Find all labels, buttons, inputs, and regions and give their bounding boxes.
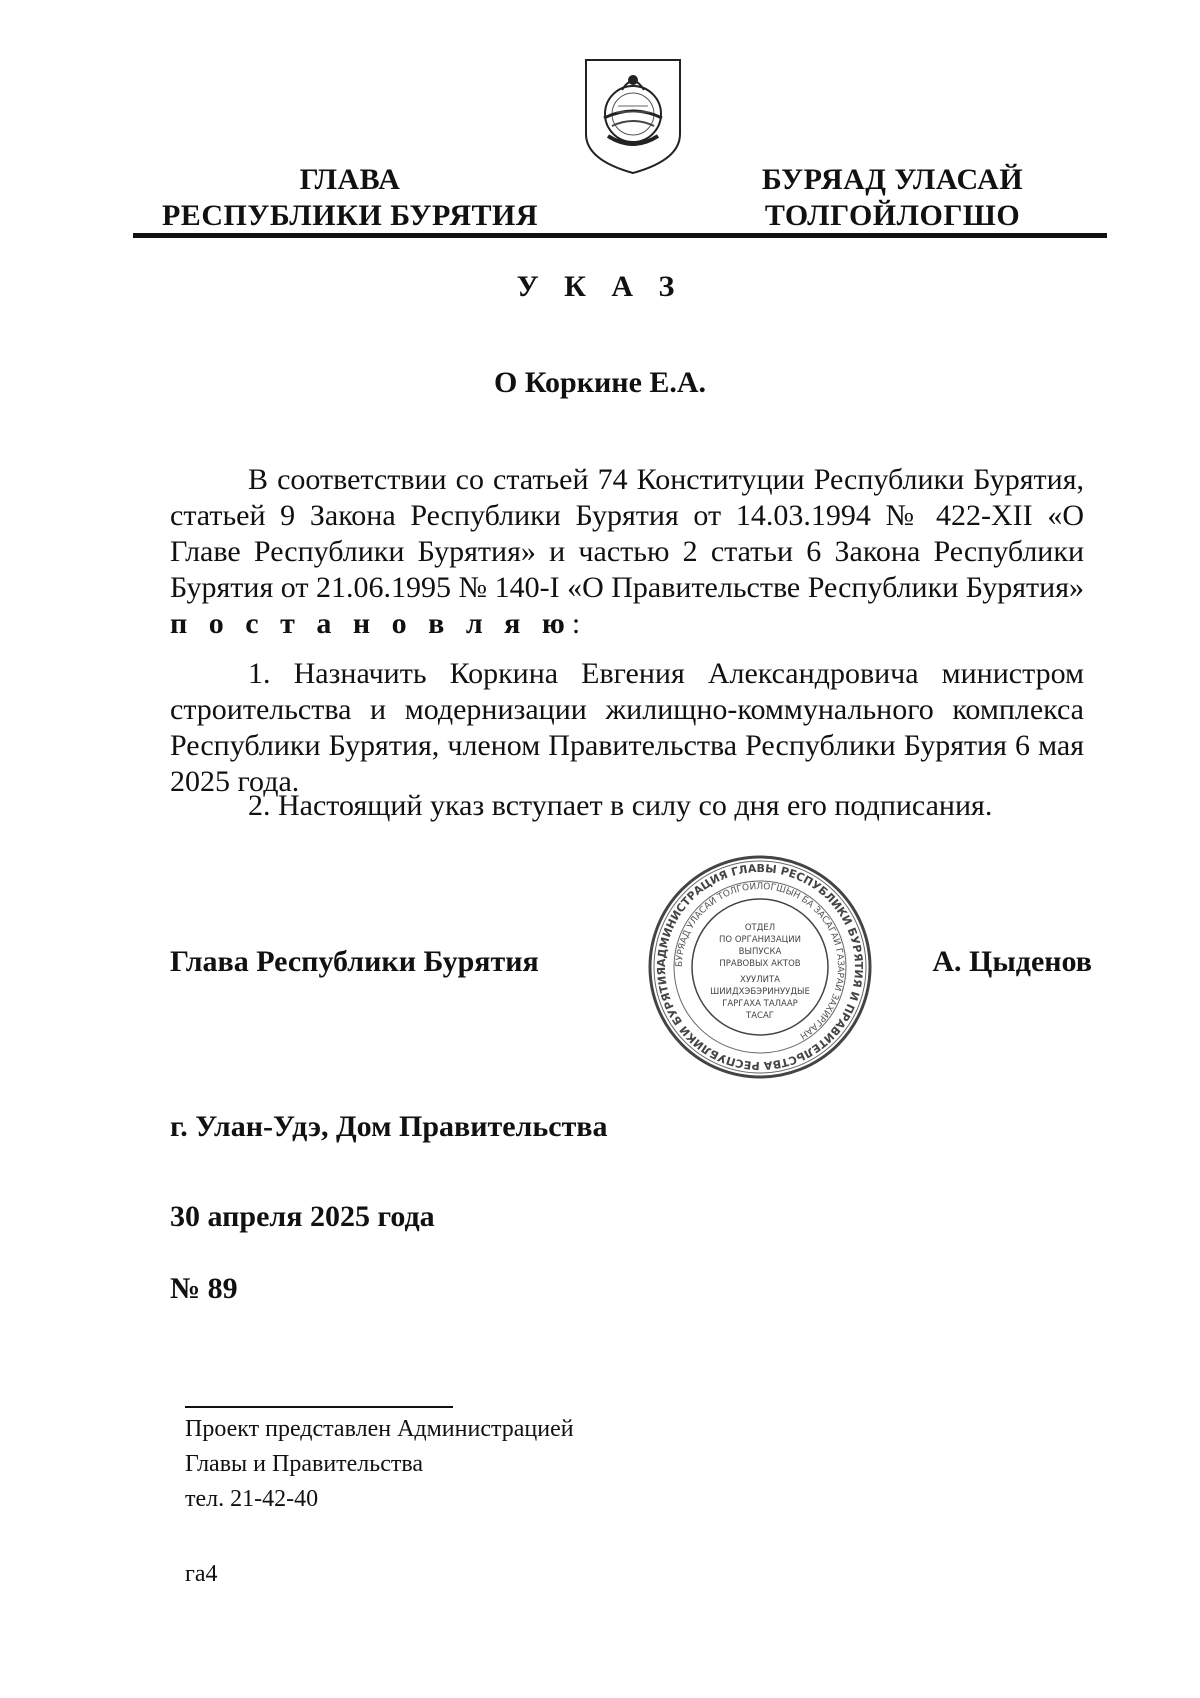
header-divider: [133, 233, 1107, 238]
footnote-divider: [185, 1406, 453, 1408]
signatory-name: А. Цыденов: [932, 945, 1092, 978]
stamp-line: ХУУЛИТА: [740, 975, 780, 985]
stamp-outer-ring: АДМИНИСТРАЦИЯ ГЛАВЫ РЕСПУБЛИКИ БУРЯТИЯ И ПРАВИТЕЛЬСТВА РЕСПУБЛИКИ БУРЯТИЯ: [654, 861, 866, 1073]
footnote: [185, 1412, 574, 1517]
stamp-line: ПРАВОВЫХ АКТОВ: [719, 959, 801, 969]
preamble-text: В соответствии со статьей 74 Конституции Республики Бурятия, статьей 9 Закона Республики Бурятия от 14.03.1994 № 422-XII «О Главе Республики Бурятия» и частью 2 статьи 6 Закона Республики Бурятия от 21.06.1995 № 140-I «О Правительстве Республики Бурятия»: [170, 463, 1084, 604]
header-right: [740, 162, 1045, 234]
document-code: га4: [185, 1561, 218, 1587]
header-left: [150, 162, 550, 234]
preamble-paragraph: [170, 462, 1084, 642]
stamp-inner-ring: БУРЯАД УЛАСАЙ ТОЛГОЙЛОГШЫН БА ЗАСАГАЙ ГАЗАРАЙ ЗАХИРГААН: [674, 881, 846, 1041]
signatory-position: Глава Республики Бурятия: [170, 945, 539, 978]
footnote-line3: тел. 21-42-40: [185, 1486, 319, 1512]
header-right-line2: ТОЛГОЙЛОГШО: [764, 199, 1021, 232]
header-left-line2: РЕСПУБЛИКИ БУРЯТИЯ: [161, 199, 539, 232]
issue-date: 30 апреля 2025 года: [170, 1200, 435, 1233]
footnote-line1: Проект представлен Администрацией: [185, 1416, 574, 1442]
stamp-line: ТАСАГ: [746, 1011, 774, 1021]
stamp-line: ПО ОРГАНИЗАЦИИ: [719, 935, 801, 945]
header-left-line1: ГЛАВА: [299, 163, 401, 196]
stamp-line: ОТДЕЛ: [744, 923, 776, 933]
decree-number: № 89: [170, 1272, 238, 1305]
stamp-line: ВЫПУСКА: [738, 947, 782, 957]
decree-word: п о с т а н о в л я ю: [170, 607, 572, 640]
stamp-line: ШИИДХЭБЭРИНУУДЫЕ: [710, 987, 810, 997]
decree-item-2: 2. Настоящий указ вступает в силу со дня его подписания.: [248, 789, 993, 822]
decree-item-1: 1. Назначить Коркина Евгения Александровича министром строительства и модернизации жилищно-коммунального комплекса Республики Бурятия, членом Правительства Республики Бурятия 6 мая 2025 года.: [170, 657, 1084, 798]
header-right-line1: БУРЯАД УЛАСАЙ: [761, 163, 1024, 196]
decree-colon: :: [571, 607, 581, 640]
issue-place: г. Улан-Удэ, Дом Правительства: [170, 1110, 608, 1143]
document-subject: О Коркине Е.А.: [493, 366, 707, 399]
coat-of-arms-icon: [582, 56, 684, 176]
document-type: У К А З: [516, 270, 684, 303]
footnote-line2: Главы и Правительства: [185, 1451, 424, 1477]
stamp-line: ГАРГАХА ТАЛААР: [722, 999, 798, 1009]
official-stamp-icon: [645, 852, 875, 1082]
